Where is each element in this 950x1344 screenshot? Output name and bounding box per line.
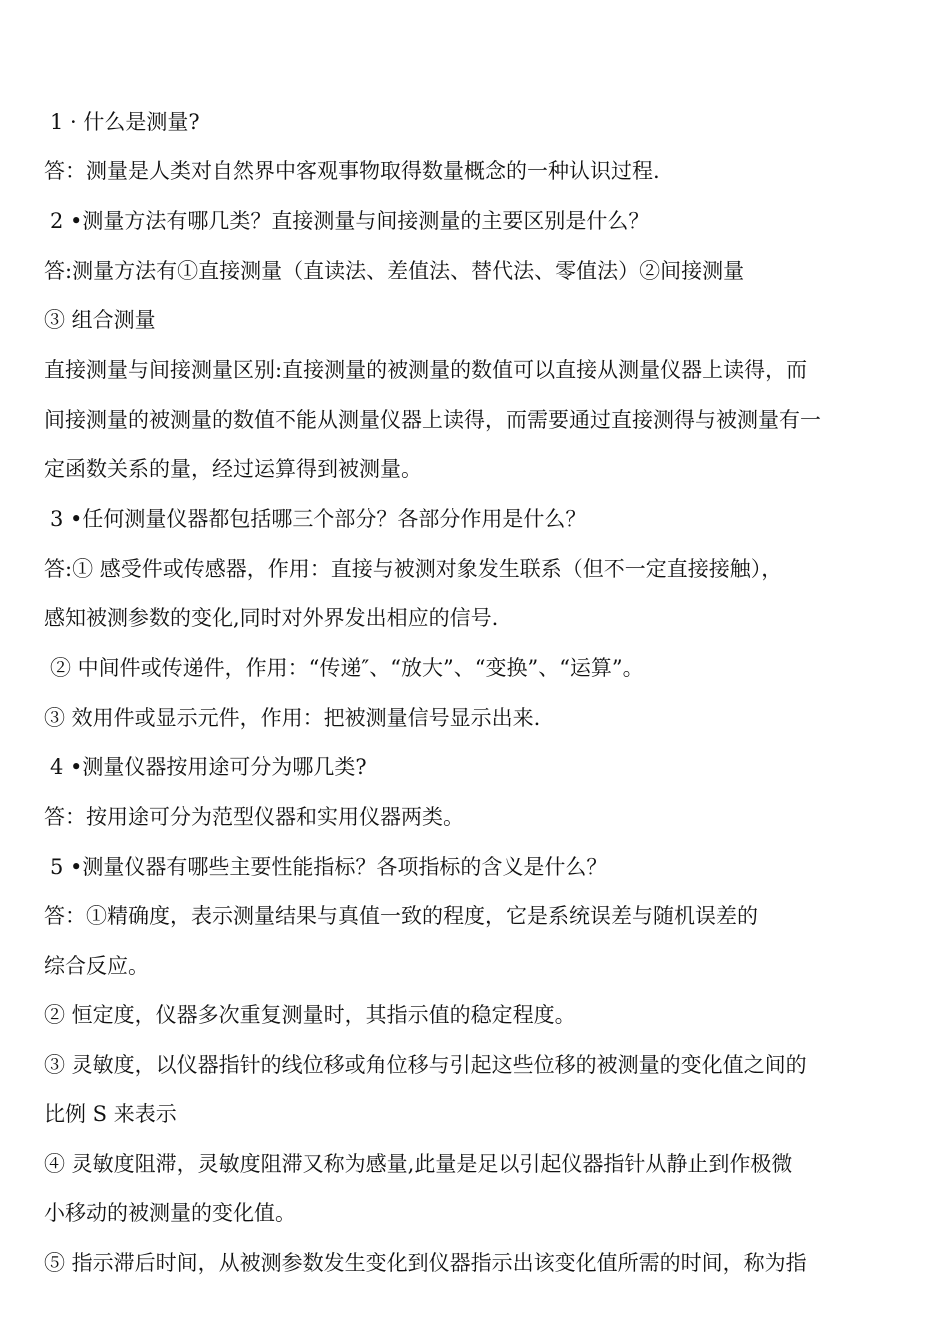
answer-5-line-2: 综合反应。 (44, 954, 149, 978)
answer-3-line-2: 感知被测参数的变化,同时对外界发出相应的信号. (44, 606, 499, 630)
answer-5-line-3: ② 恒定度，仪器多次重复测量时，其指示值的稳定程度。 (44, 1003, 576, 1027)
answer-5-line-6: ④ 灵敏度阻滞，灵敏度阻滞又称为感量,此量是足以引起仪器指针从静止到作极微 (44, 1152, 793, 1176)
question-3-heading: 3 •任何测量仪器都包括哪三个部分？各部分作用是什么？ (50, 507, 587, 531)
question-5-heading: 5 •测量仪器有哪些主要性能指标？各项指标的含义是什么？ (50, 855, 608, 879)
answer-5-line-7: 小移动的被测量的变化值。 (44, 1201, 296, 1225)
answer-5-line-8: ⑤ 指示滞后时间，从被测参数发生变化到仪器指示出该变化值所需的时间，称为指 (44, 1251, 807, 1275)
answer-3-line-1: 答:① 感受件或传感器，作用：直接与被测对象发生联系（但不一定直接接触）， (44, 557, 783, 581)
answer-2-line-1: 答:测量方法有①直接测量（直读法、差值法、替代法、零值法）②间接测量 (44, 259, 745, 283)
answer-1-text: 答：测量是人类对自然界中客观事物取得数量概念的一种认识过程. (44, 159, 660, 183)
answer-5-line-4: ③ 灵敏度，以仪器指针的线位移或角位移与引起这些位移的被测量的变化值之间的 (44, 1053, 807, 1077)
answer-3-line-3: ② 中间件或传递件，作用：“传递″、“放大”、“变换”、“运算”。 (50, 656, 644, 680)
answer-5-line-5: 比例 S 来表示 (44, 1102, 177, 1126)
answer-2-line-3: 直接测量与间接测量区别:直接测量的被测量的数值可以直接从测量仪器上读得，而 (44, 358, 808, 382)
answer-2-line-2: ③ 组合测量 (44, 308, 156, 332)
question-2-heading: 2 •测量方法有哪几类？直接测量与间接测量的主要区别是什么？ (50, 209, 650, 233)
answer-4-text: 答：按用途可分为范型仪器和实用仪器两类。 (44, 805, 464, 829)
answer-2-line-5: 定函数关系的量，经过运算得到被测量。 (44, 457, 422, 481)
answer-2-line-4: 间接测量的被测量的数值不能从测量仪器上读得，而需要通过直接测得与被测量有一 (44, 408, 821, 432)
question-1-heading: 1 · 什么是测量? (50, 110, 200, 134)
question-4-heading: 4 •测量仪器按用途可分为哪几类? (50, 755, 367, 779)
answer-3-line-4: ③ 效用件或显示元件，作用：把被测量信号显示出来. (44, 706, 541, 730)
answer-5-line-1: 答：①精确度，表示测量结果与真值一致的程度，它是系统误差与随机误差的 (44, 904, 758, 928)
